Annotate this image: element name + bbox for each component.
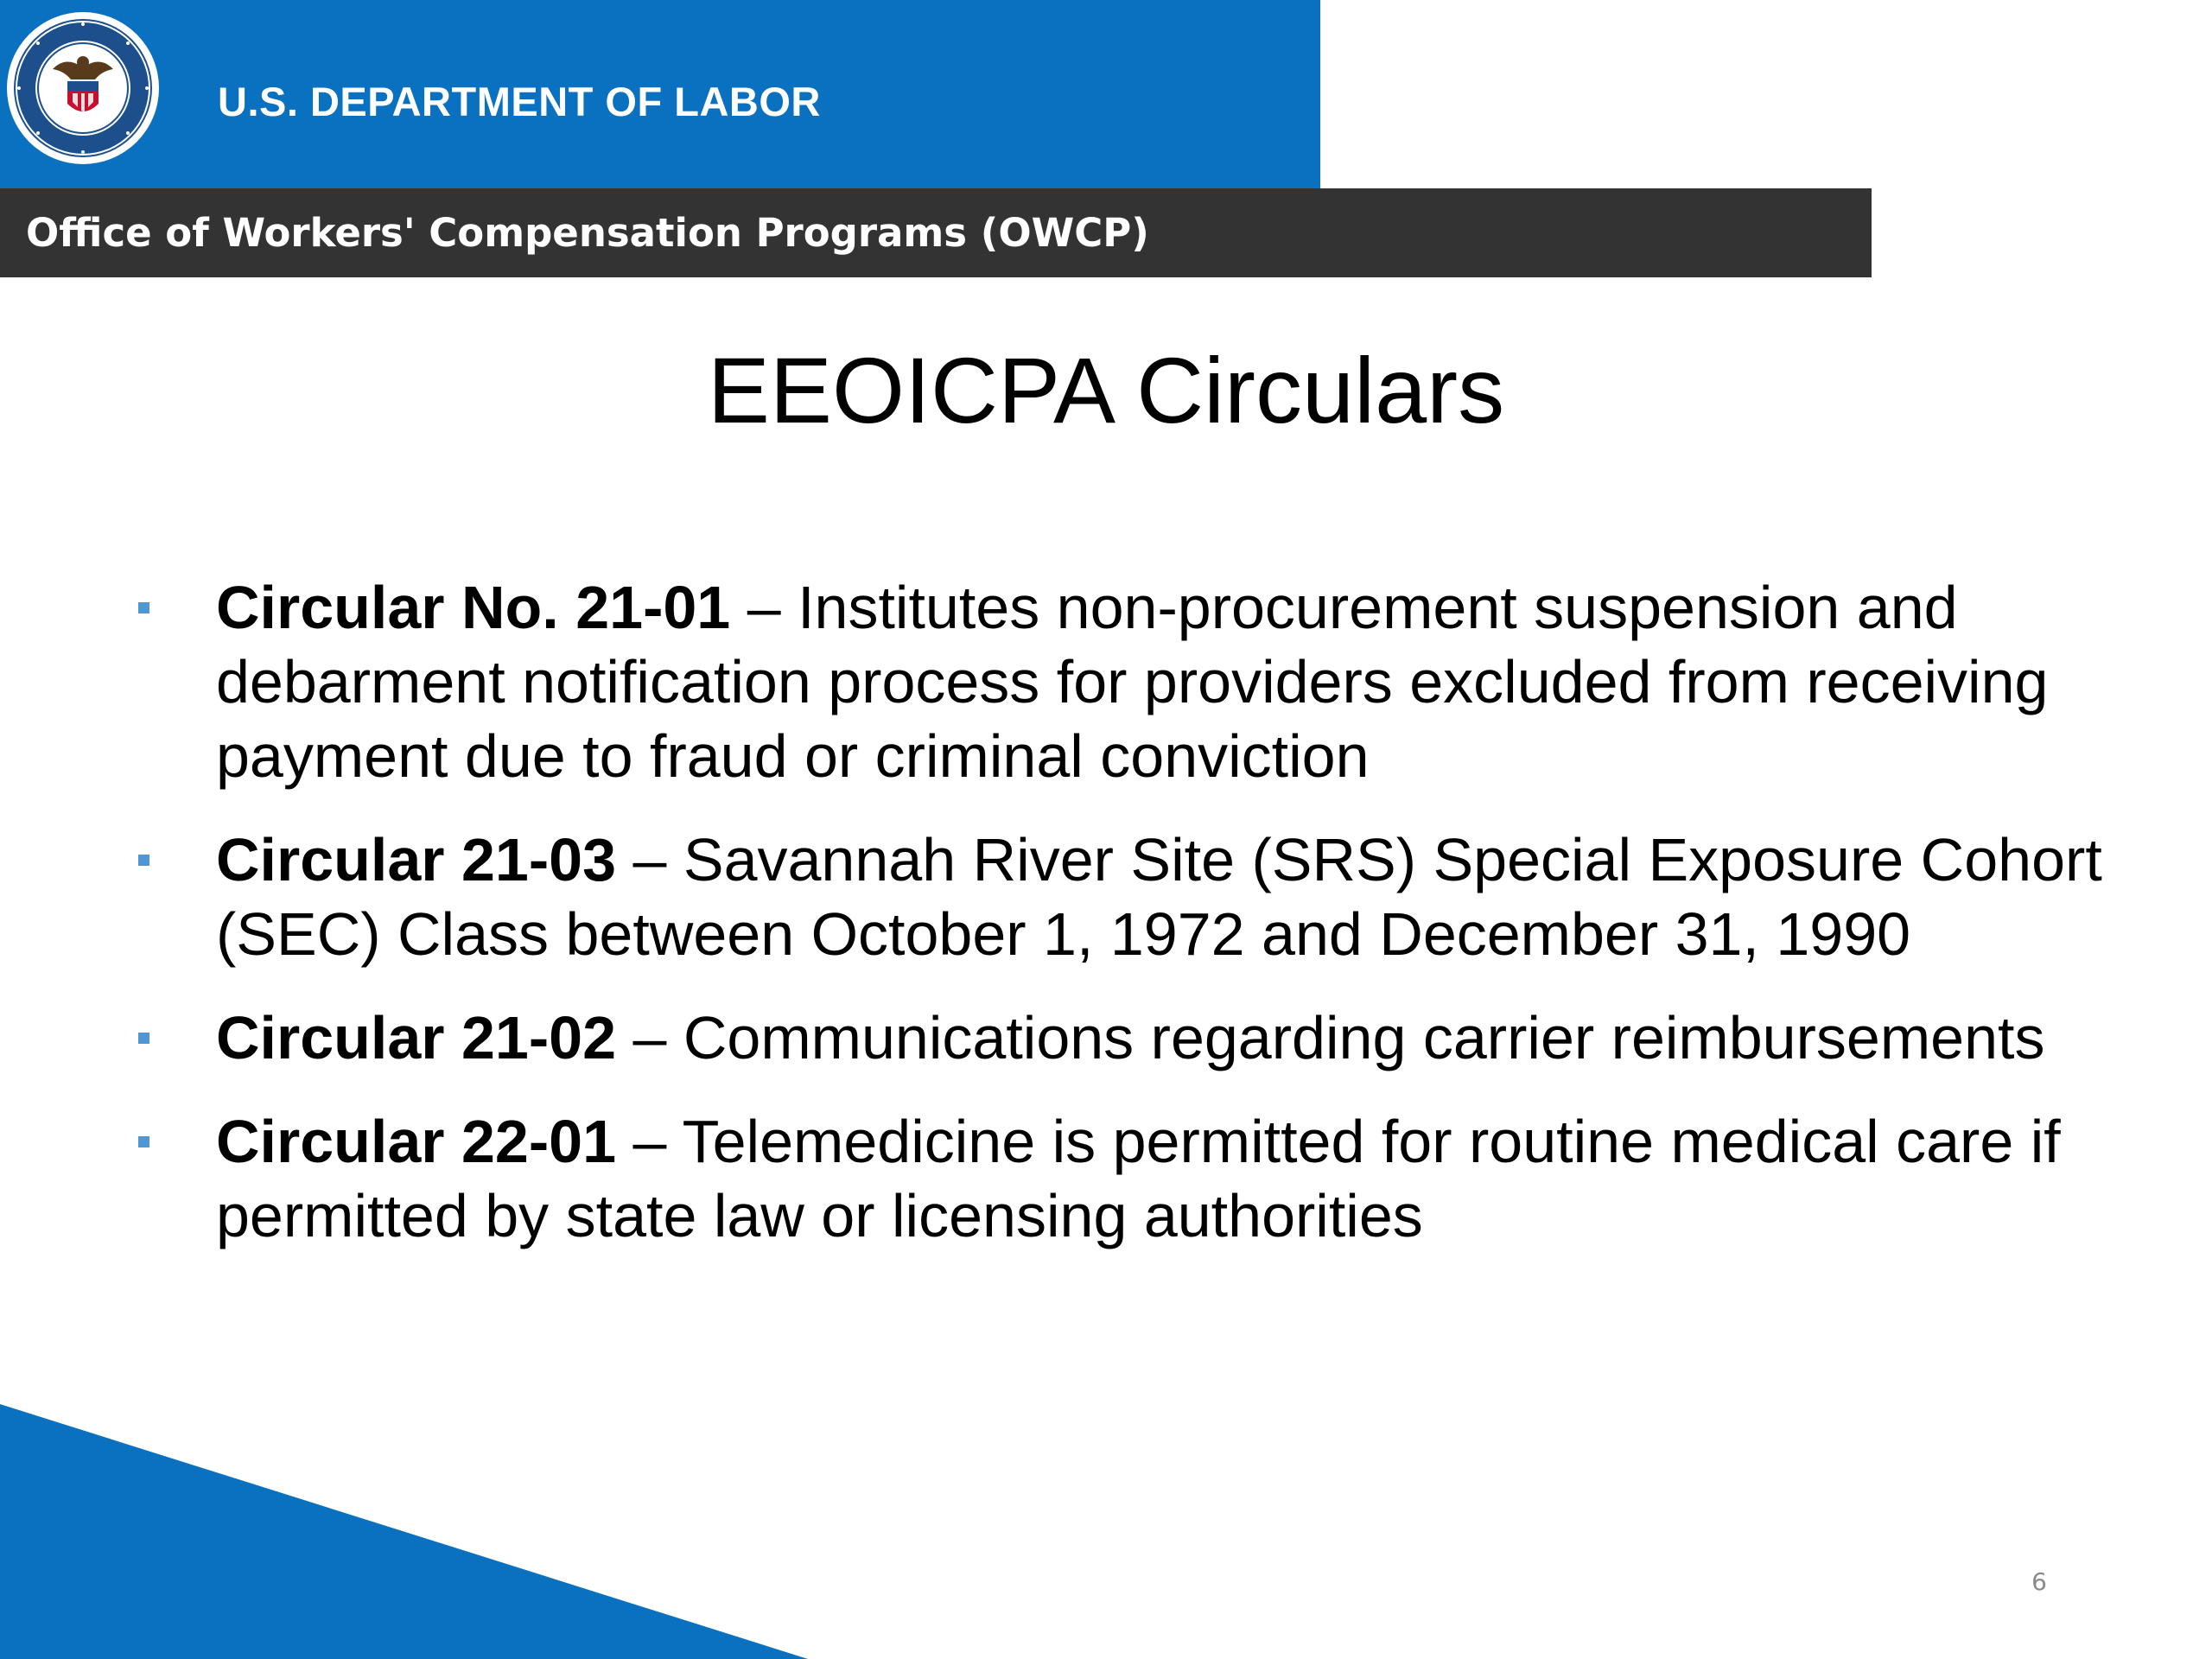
- dol-seal-icon: [5, 10, 161, 166]
- list-item: [216, 1001, 2108, 1075]
- list-item: [216, 823, 2108, 971]
- slide-title: EEOICPA Circulars: [707, 338, 1505, 442]
- department-header-bar: [0, 0, 1320, 188]
- square-bullet-icon: [138, 855, 149, 866]
- list-item: [216, 570, 2108, 793]
- circulars-list: [216, 570, 2108, 1282]
- square-bullet-icon: [138, 1136, 149, 1147]
- square-bullet-icon: [138, 1033, 149, 1044]
- agency-header-bar: [0, 188, 1872, 277]
- circular-number: Circular 21-03: [216, 826, 617, 893]
- page-number: 6: [2031, 1567, 2047, 1596]
- square-bullet-icon: [138, 602, 149, 613]
- circular-number: Circular 22-01: [216, 1108, 617, 1175]
- circular-number: Circular No. 21-01: [216, 574, 731, 641]
- circular-number: Circular 21-02: [216, 1004, 617, 1071]
- department-name: U.S. DEPARTMENT OF LABOR: [218, 79, 821, 124]
- list-item: [216, 1104, 2108, 1253]
- agency-name: Office of Workers' Compensation Programs (OWCP): [26, 210, 1149, 256]
- circular-description: – Institutes non-procurement suspension and debarment notification process for providers excluded from receiving payment due to fraud or criminal conviction: [216, 574, 2049, 790]
- circular-description: – Telemedicine is permitted for routine medical care if permitted by state law or licensing authorities: [216, 1108, 2061, 1249]
- circular-description: – Communications regarding carrier reimbursements: [616, 1004, 2045, 1071]
- circular-description: – Savannah River Site (SRS) Special Exposure Cohort (SEC) Class between October 1, 1972 and December 31, 1990: [216, 826, 2102, 968]
